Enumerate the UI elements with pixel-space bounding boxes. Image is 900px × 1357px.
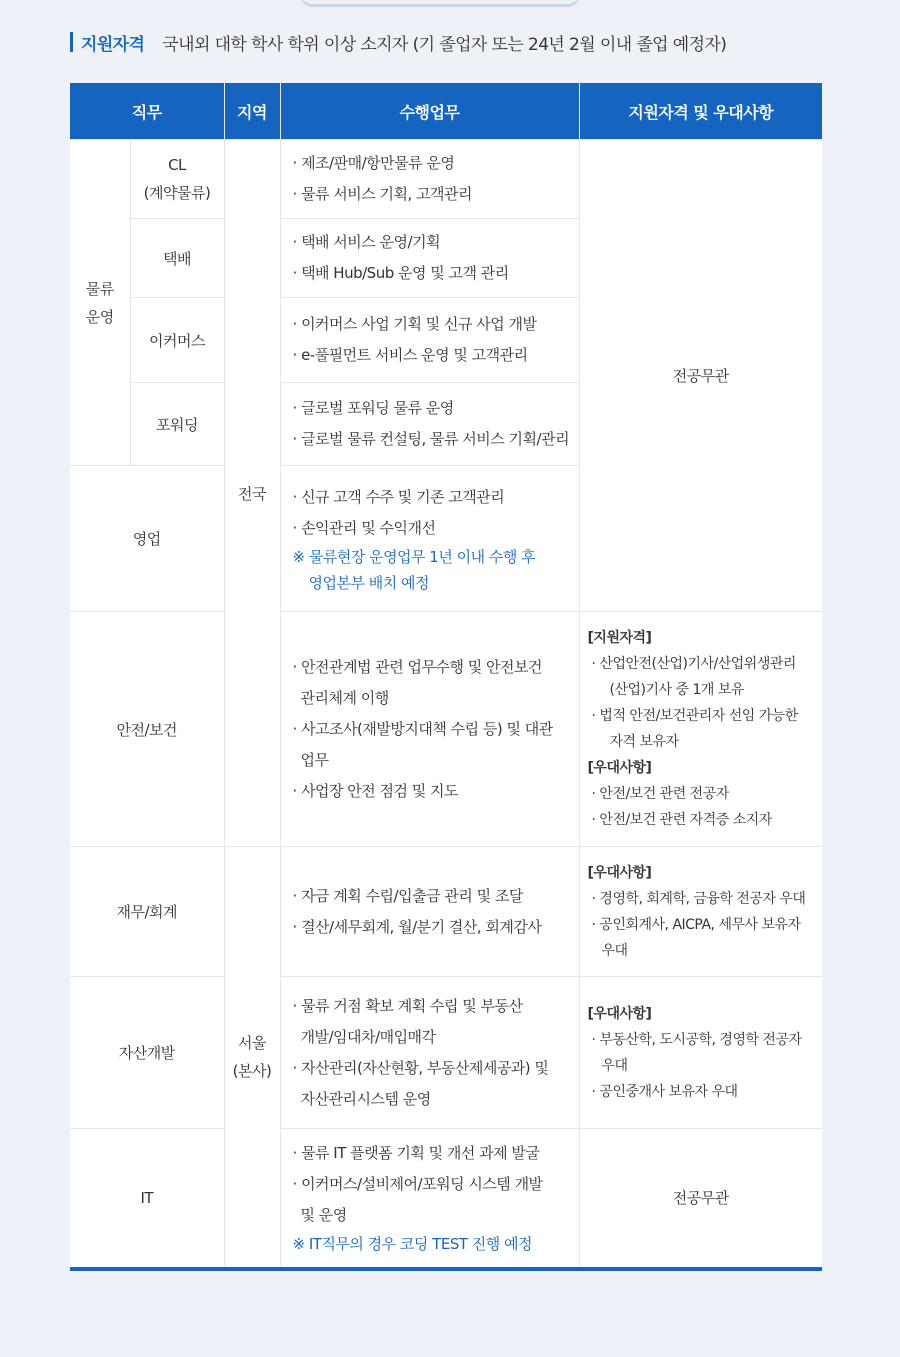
table-row	[70, 1129, 822, 1269]
column-header-region: 지역	[224, 83, 280, 140]
job-asset-development: 자산개발	[70, 977, 224, 1129]
sub-job-parcel: 택배	[130, 219, 224, 298]
qualification-no-major: 전공무관	[579, 140, 822, 612]
section-header	[70, 26, 726, 58]
sub-job-forwarding: 포워딩	[130, 383, 224, 466]
qualification-asset: [우대사항] · 부동산학, 도시공학, 경영학 전공자 우대 · 공인중개사 보유자 우대	[579, 977, 822, 1129]
column-header-job: 직무	[70, 83, 224, 140]
sub-job-cl: CL (계약물류)	[130, 140, 224, 219]
duties-ecommerce: · 이커머스 사업 기획 및 신규 사업 개발 · e-풀필먼트 서비스 운영 및 고객관리	[280, 298, 579, 383]
job-safety-health: 안전/보건	[70, 612, 224, 847]
column-header-duties: 수행업무	[280, 83, 579, 140]
region-nationwide: 전국	[224, 140, 280, 847]
section-label: 지원자격	[81, 34, 145, 55]
duties-cl: · 제조/판매/항만물류 운영 · 물류 서비스 기획, 고객관리	[280, 140, 579, 219]
duties-parcel: · 택배 서비스 운영/기획 · 택배 Hub/Sub 운영 및 고객 관리	[280, 219, 579, 298]
sales-note: ※ 물류현장 운영업무 1년 이내 수행 후 영업본부 배치 예정	[292, 547, 536, 592]
duties-forwarding: · 글로벌 포워딩 물류 운영 · 글로벌 물류 컨설팅, 물류 서비스 기획/관리	[280, 383, 579, 466]
duties-asset: · 물류 거점 확보 계획 수립 및 부동산 개발/임대차/매입매각 · 자산관리(자산현황, 부동산제세공과) 및 자산관리시스템 운영	[280, 977, 579, 1129]
job-sales: 영업	[70, 466, 224, 612]
table-row	[70, 977, 822, 1129]
job-requirements-table	[70, 83, 822, 1271]
sub-job-ecommerce: 이커머스	[130, 298, 224, 383]
job-group-logistics: 물류 운영	[70, 140, 130, 466]
duties-sales: · 신규 고객 수주 및 기존 고객관리 · 손익관리 및 수익개선 ※ 물류현장 운영업무 1년 이내 수행 후 영업본부 배치 예정	[280, 466, 579, 612]
table-header-row	[70, 83, 822, 140]
it-note: ※ IT직무의 경우 코딩 TEST 진행 예정	[292, 1235, 532, 1254]
qualification-it-no-major: 전공무관	[579, 1129, 822, 1269]
job-finance: 재무/회계	[70, 847, 224, 977]
header-accent-bar	[70, 32, 73, 52]
duties-finance: · 자금 계획 수립/입출금 관리 및 조달 · 결산/세무회계, 월/분기 결산, 회계감사	[280, 847, 579, 977]
qualification-safety: [지원자격] · 산업안전(산업)기사/산업위생관리 (산업)기사 중 1개 보유 · 법적 안전/보건관리자 선임 가능한 자격 보유자 [우대사항] · 안전/보건 관련 전공자 · 안전/보건 관련 자격증 소지자	[579, 612, 822, 847]
table-row	[70, 847, 822, 977]
duties-safety: · 안전관계법 관련 업무수행 및 안전보건 관리체계 이행 · 사고조사(재발방지대책 수립 등) 및 대관 업무 · 사업장 안전 점검 및 지도	[280, 612, 579, 847]
decorative-arc	[300, 0, 580, 7]
table-row	[70, 140, 822, 219]
region-seoul: 서울 (본사)	[224, 847, 280, 1269]
section-description: 국내외 대학 학사 학위 이상 소지자 (기 졸업자 또는 24년 2월 이내 졸업 예정자)	[162, 34, 727, 55]
duties-it: · 물류 IT 플랫폼 기획 및 개선 과제 발굴 · 이커머스/설비제어/포워딩 시스템 개발 및 운영 ※ IT직무의 경우 코딩 TEST 진행 예정	[280, 1129, 579, 1269]
qualification-finance: [우대사항] · 경영학, 회계학, 금융학 전공자 우대 · 공인회계사, AICPA, 세무사 보유자 우대	[579, 847, 822, 977]
table-row	[70, 612, 822, 847]
column-header-qualifications: 지원자격 및 우대사항	[579, 83, 822, 140]
job-it: IT	[70, 1129, 224, 1269]
